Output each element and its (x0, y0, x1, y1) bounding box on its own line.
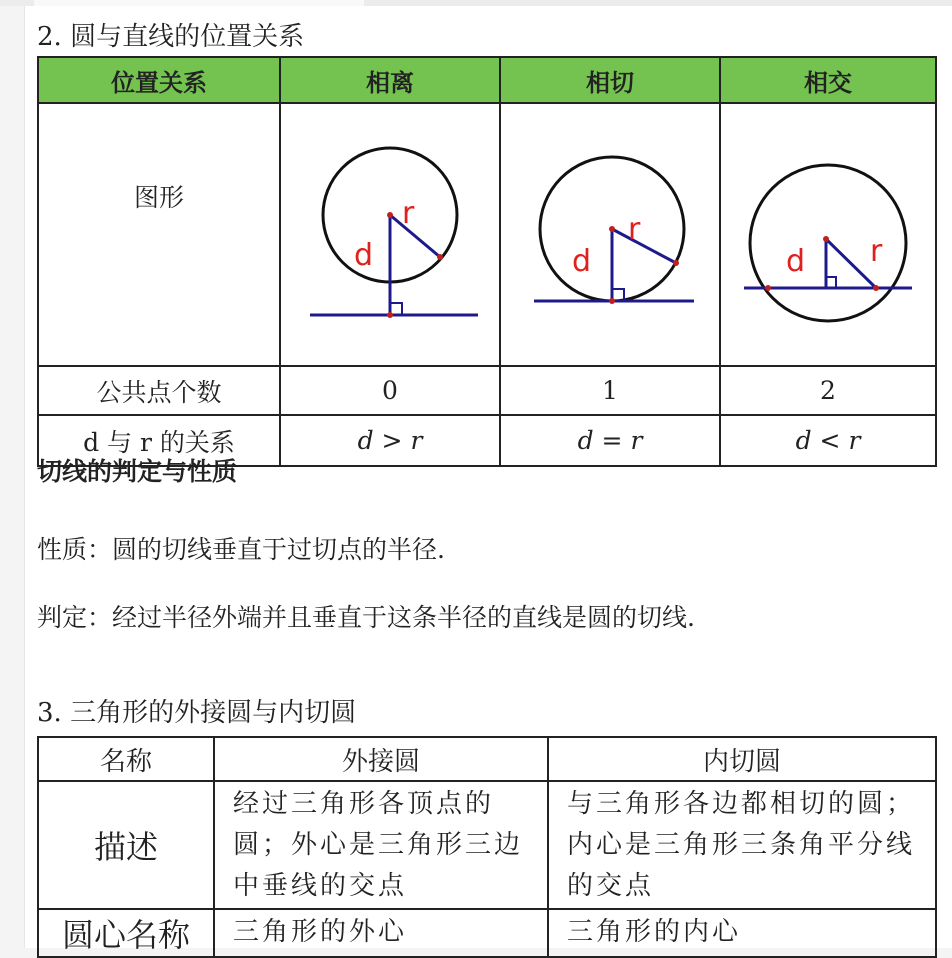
document-page (24, 6, 952, 954)
center-dot (609, 226, 615, 232)
incenter-name: 三角形的内心 (548, 909, 936, 957)
label-r: r (402, 196, 415, 231)
separate-figure (282, 143, 498, 326)
radius-end-dot (437, 254, 443, 260)
count-intersect: 2 (720, 366, 936, 415)
tangent-heading: 切线的判定与性质 (37, 457, 238, 486)
triangle-circles-table (37, 736, 937, 958)
label-r: r (870, 234, 883, 269)
header-position-relation: 位置关系 (38, 57, 280, 103)
center-dot (823, 236, 829, 242)
intersect-figure (722, 143, 934, 326)
tangent-figure (502, 143, 718, 326)
tangent-point-dot (609, 298, 615, 304)
label-d: d (786, 244, 806, 279)
figure-row-label: 图形 (38, 103, 280, 366)
header-circumcircle: 外接圆 (214, 737, 548, 781)
center-name-row-label: 圆心名称 (38, 909, 214, 957)
tangent-criterion: 判定：经过半径外端并且垂直于这条半径的直线是圆的切线. (37, 603, 695, 632)
header-intersect: 相交 (720, 57, 936, 103)
relation-tangent: d = r (500, 415, 720, 466)
radius-segment (612, 229, 676, 263)
center-dot (387, 212, 393, 218)
count-separate: 0 (280, 366, 500, 415)
figure-tangent-cell (500, 103, 720, 366)
circle-line-relation-table (37, 56, 937, 467)
header-tangent: 相切 (500, 57, 720, 103)
intersection-dot-left (765, 285, 771, 291)
label-r: r (628, 212, 641, 247)
count-tangent: 1 (500, 366, 720, 415)
description-row-label: 描述 (38, 781, 214, 909)
circumcircle-description: 经过三角形各顶点的圆；外心是三角形三边中垂线的交点 (214, 781, 548, 909)
relation-intersect: d < r (720, 415, 936, 466)
header-incircle: 内切圆 (548, 737, 936, 781)
radius-end-dot (673, 260, 679, 266)
tangent-property: 性质：圆的切线垂直于过切点的半径. (37, 535, 445, 564)
label-d: d (354, 238, 374, 273)
count-row-label: 公共点个数 (38, 366, 280, 415)
relation-separate: d > r (280, 415, 500, 466)
relation-row-label: d 与 r 的关系 (38, 415, 280, 466)
radius-segment (826, 239, 876, 288)
intersection-dot-right (873, 285, 879, 291)
incircle-description: 与三角形各边都相切的圆；内心是三角形三条角平分线的交点 (548, 781, 936, 909)
section-3-title: 3. 三角形的外接圆与内切圆 (37, 698, 357, 728)
foot-dot (387, 312, 393, 318)
header-separate: 相离 (280, 57, 500, 103)
section-2-title: 2. 圆与直线的位置关系 (37, 22, 305, 52)
label-d: d (572, 244, 592, 279)
radius-segment (390, 215, 440, 257)
figure-separate-cell (280, 103, 500, 366)
header-name: 名称 (38, 737, 214, 781)
figure-intersect-cell (720, 103, 936, 366)
circumcenter-name: 三角形的外心 (214, 909, 548, 957)
